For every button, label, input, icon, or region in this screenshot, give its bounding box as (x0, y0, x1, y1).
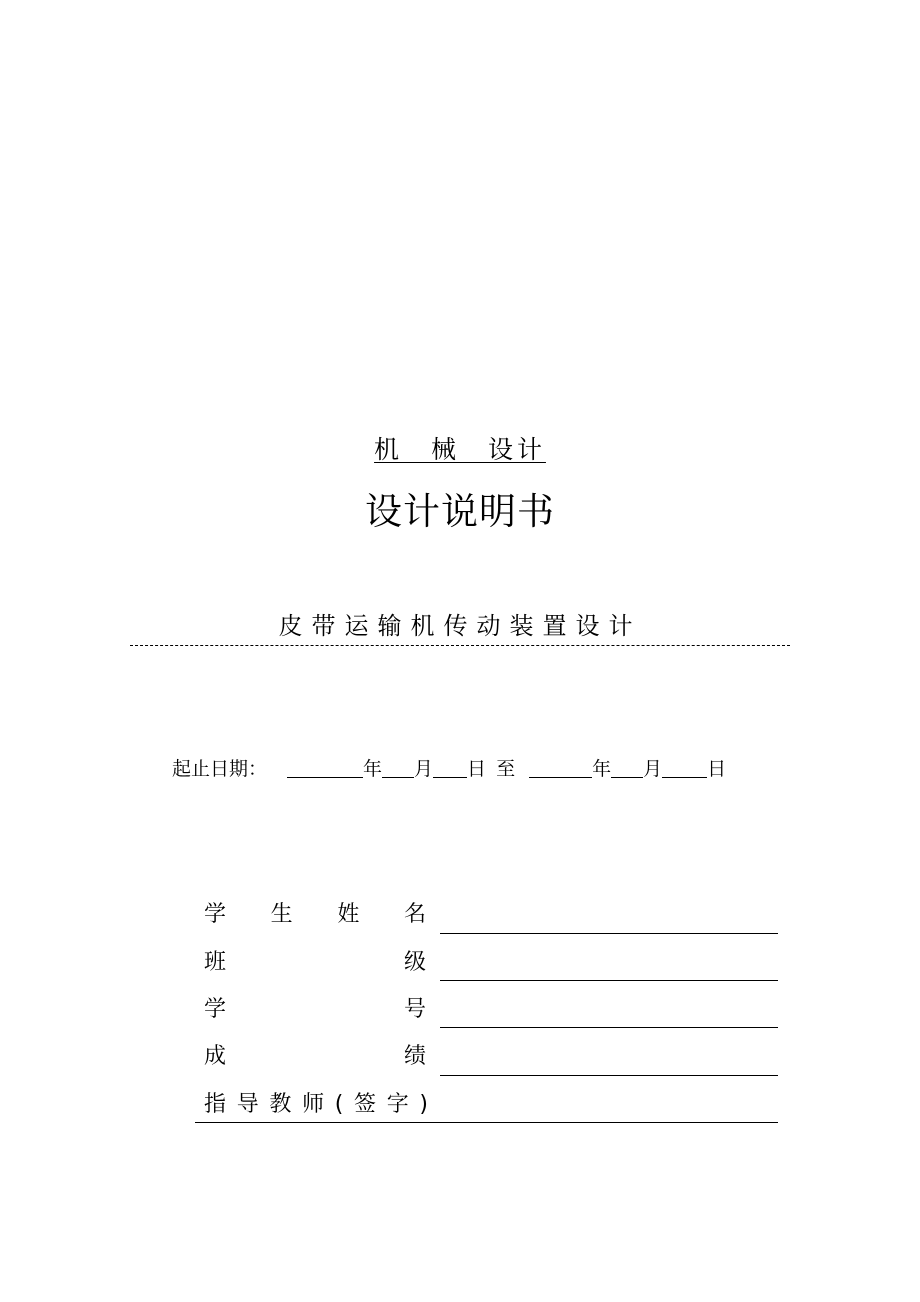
student-id-line[interactable] (440, 1027, 778, 1028)
course-title-text: 机 械 设计 (374, 435, 546, 464)
end-year-blank[interactable] (529, 757, 592, 778)
student-name-line[interactable] (440, 933, 778, 934)
project-title-rule (130, 645, 790, 646)
start-day-unit: 日 (467, 758, 487, 780)
class-label: 班 级 (204, 950, 426, 975)
grade-label: 成 绩 (204, 1044, 426, 1069)
date-to-label: 至 (496, 758, 516, 780)
course-title (0, 432, 920, 468)
grade-line[interactable] (440, 1075, 778, 1076)
end-month-unit: 月 (643, 758, 663, 780)
advisor-signature-line[interactable] (195, 1122, 778, 1123)
start-year-unit: 年 (363, 758, 383, 780)
student-name-label: 学 生 姓 名 (204, 902, 426, 927)
date-range-row (172, 754, 726, 784)
start-year-blank[interactable] (287, 757, 363, 778)
start-month-blank[interactable] (382, 757, 414, 778)
advisor-signature-label: 指 导 教 师 ( 签 字 ) (204, 1092, 428, 1117)
date-range-label: 起止日期： (172, 758, 268, 780)
end-month-blank[interactable] (611, 757, 643, 778)
student-id-label: 学 号 (204, 997, 426, 1022)
end-year-unit: 年 (592, 758, 612, 780)
document-title: 设计说明书 (365, 490, 555, 533)
class-line[interactable] (440, 980, 778, 981)
end-day-blank[interactable] (662, 757, 707, 778)
start-month-unit: 月 (414, 758, 434, 780)
end-day-unit: 日 (707, 758, 727, 780)
project-title: 皮带运输机传动装置设计 (278, 612, 642, 640)
start-day-blank[interactable] (433, 757, 467, 778)
